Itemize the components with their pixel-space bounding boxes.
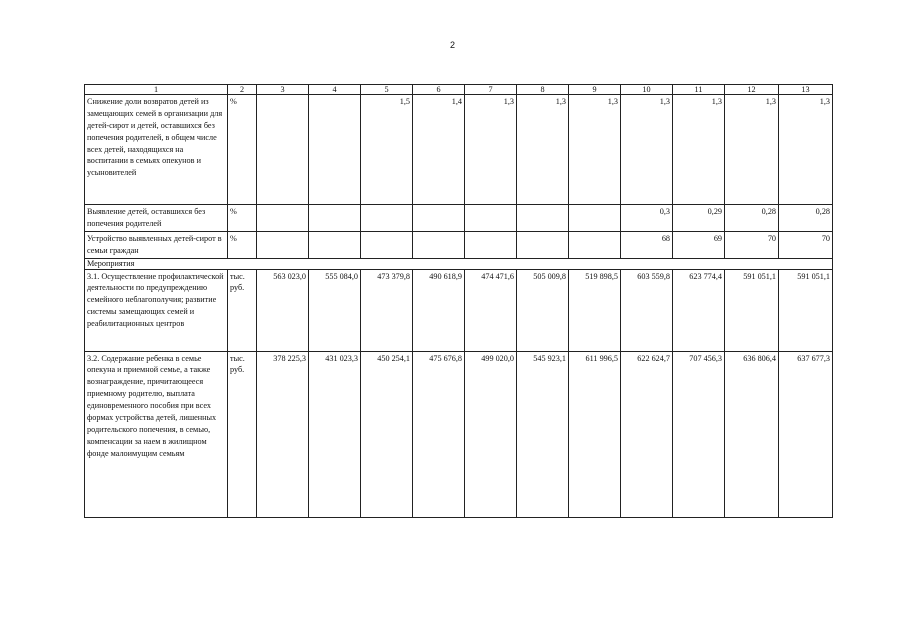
unit-cell: тыс. руб. [228,269,257,351]
value-cell: 1,3 [517,95,569,205]
value-cell: 378 225,3 [257,351,309,517]
section-heading: Мероприятия [85,258,833,269]
section-row [85,258,833,269]
header-cell: 10 [621,85,673,95]
value-cell [361,231,413,258]
value-cell: 1,3 [621,95,673,205]
indicator-label: Выявление детей, оставшихся без попечения родителей [85,205,228,232]
value-cell: 473 379,8 [361,269,413,351]
value-cell [413,205,465,232]
value-cell [309,231,361,258]
header-cell: 7 [465,85,517,95]
header-cell: 9 [569,85,621,95]
value-cell: 1,3 [673,95,725,205]
value-cell: 0,29 [673,205,725,232]
value-cell: 431 023,3 [309,351,361,517]
value-cell: 1,3 [725,95,779,205]
value-cell [257,231,309,258]
indicator-label: Снижение доли возвратов детей из замещающих семей в организации для детей-сирот и детей, оставшихся без попечения родителей, в общем числе всех детей, находящихся на воспитании в семьях опекунов и усыновителей [85,95,228,205]
value-cell: 611 996,5 [569,351,621,517]
value-cell: 1,4 [413,95,465,205]
value-cell: 68 [621,231,673,258]
header-cell: 4 [309,85,361,95]
header-cell: 12 [725,85,779,95]
value-cell: 475 676,8 [413,351,465,517]
value-cell: 1,3 [569,95,621,205]
value-cell [257,205,309,232]
indicator-label: Устройство выявленных детей-сирот в семьи граждан [85,231,228,258]
value-cell [465,205,517,232]
unit-cell: % [228,95,257,205]
unit-cell: % [228,205,257,232]
value-cell [569,205,621,232]
value-cell: 623 774,4 [673,269,725,351]
value-cell: 450 254,1 [361,351,413,517]
value-cell: 490 618,9 [413,269,465,351]
value-cell: 1,5 [361,95,413,205]
value-cell: 545 923,1 [517,351,569,517]
value-cell: 0,28 [725,205,779,232]
value-cell: 707 456,3 [673,351,725,517]
value-cell: 1,3 [779,95,833,205]
header-cell: 3 [257,85,309,95]
header-cell: 11 [673,85,725,95]
header-cell: 5 [361,85,413,95]
value-cell: 591 051,1 [725,269,779,351]
header-row [85,85,833,95]
value-cell [465,231,517,258]
table-row [85,231,833,258]
value-cell [517,231,569,258]
table-row [85,95,833,205]
value-cell: 519 898,5 [569,269,621,351]
header-cell: 1 [85,85,228,95]
value-cell [413,231,465,258]
value-cell: 637 677,3 [779,351,833,517]
value-cell: 0,28 [779,205,833,232]
header-cell: 13 [779,85,833,95]
value-cell: 70 [725,231,779,258]
value-cell: 499 020,0 [465,351,517,517]
page-number: 2 [449,40,455,50]
value-cell: 70 [779,231,833,258]
table-row [85,205,833,232]
measure-label: 3.1. Осуществление профилактической деятельности по предупреждению семейного неблагополучия; развитие системы замещающих семей и реабилитационных центров [85,269,228,351]
value-cell: 474 471,6 [465,269,517,351]
value-cell: 0,3 [621,205,673,232]
value-cell [309,205,361,232]
value-cell [309,95,361,205]
value-cell: 636 806,4 [725,351,779,517]
value-cell: 505 009,8 [517,269,569,351]
table-row [85,269,833,351]
measure-label: 3.2. Содержание ребенка в семье опекуна и приемной семье, а также вознаграждение, причитающееся приемному родителю, выплата единовременного пособия при всех формах устройства детей, лишенных родительского попечения, в семью, компенсации за наем в жилищном фонде малоимущим семьям [85,351,228,517]
value-cell: 1,3 [465,95,517,205]
value-cell: 603 559,8 [621,269,673,351]
value-cell: 555 084,0 [309,269,361,351]
value-cell [517,205,569,232]
header-cell: 8 [517,85,569,95]
value-cell: 563 023,0 [257,269,309,351]
header-cell: 6 [413,85,465,95]
data-table [84,84,833,518]
unit-cell: % [228,231,257,258]
table-row [85,351,833,517]
value-cell: 591 051,1 [779,269,833,351]
value-cell: 622 624,7 [621,351,673,517]
value-cell [257,95,309,205]
value-cell: 69 [673,231,725,258]
value-cell [361,205,413,232]
unit-cell: тыс. руб. [228,351,257,517]
header-cell: 2 [228,85,257,95]
value-cell [569,231,621,258]
